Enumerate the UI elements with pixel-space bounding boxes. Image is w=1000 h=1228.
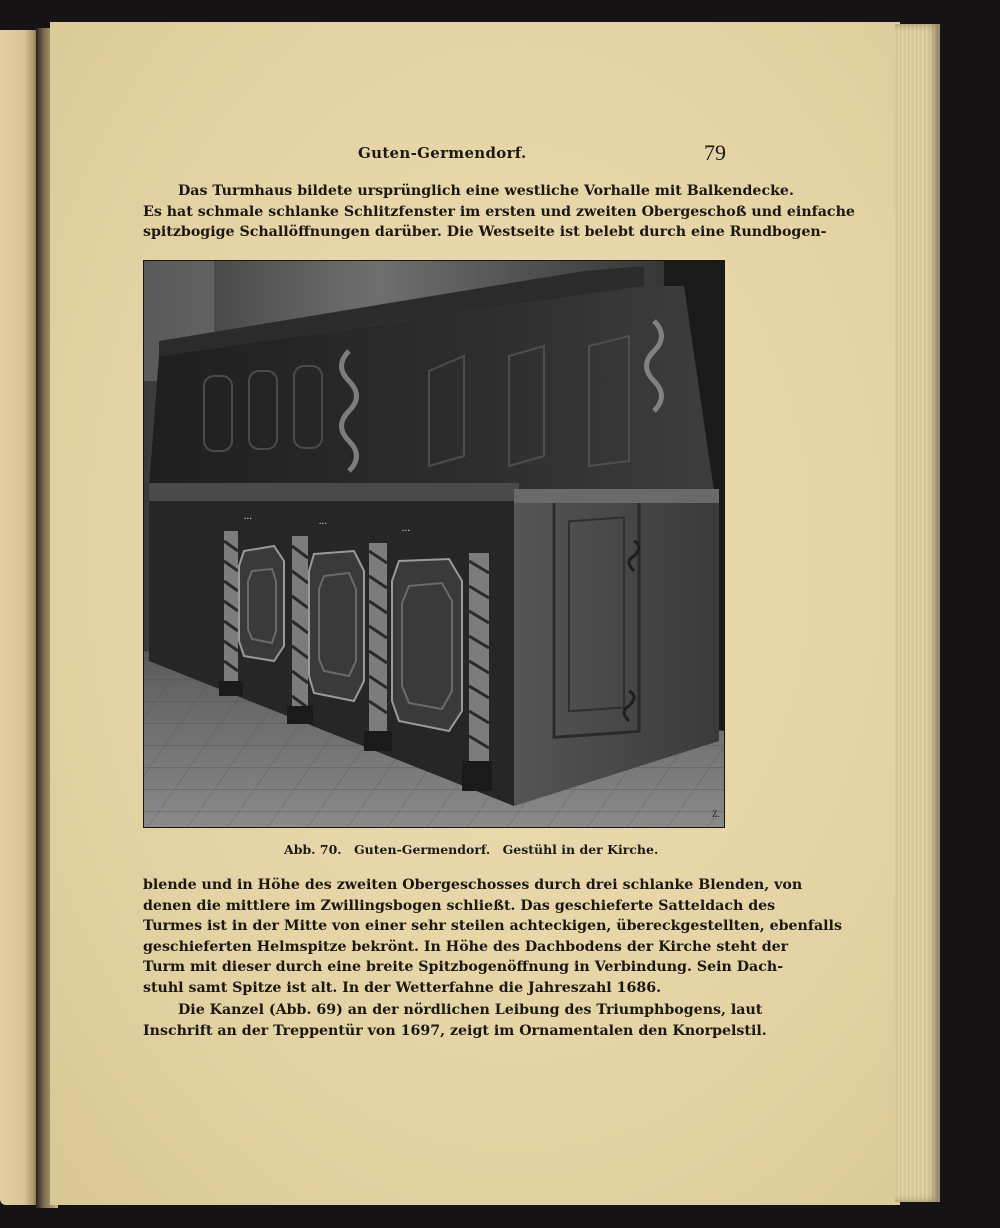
caption-label: Abb. 70.	[284, 842, 342, 857]
paragraph-top	[143, 181, 855, 243]
bench-inscription: ...	[319, 515, 328, 527]
figure-caption	[284, 842, 666, 857]
text-line: Turm mit dieser durch eine breite Spitzbogenöffnung in Verbindung. Sein Dach-	[143, 959, 784, 975]
text-line: Die Kanzel (Abb. 69) an der nördlichen Leibung des Triumphbogens, laut	[178, 1002, 763, 1018]
church-pew-photograph	[143, 260, 725, 828]
paragraph-bottom	[143, 875, 842, 998]
text-line: Es hat schmale schlanke Schlitzfenster im ersten und zweiten Obergeschoß und einfache	[143, 203, 855, 220]
text-line: denen die mittlere im Zwillingsbogen schließt. Das geschieferte Satteldach des	[143, 897, 776, 914]
left-page-edge	[0, 30, 40, 1205]
photographer-mark: Z.	[712, 809, 720, 819]
page-number: 79	[704, 140, 726, 165]
bench-inscription: ...	[244, 510, 253, 522]
text-line: spitzbogige Schallöffnungen darüber. Die Westseite ist belebt durch eine Rundbogen-	[143, 224, 827, 240]
running-title: Guten-Germendorf.	[358, 144, 527, 162]
text-line: geschieferten Helmspitze bekrönt. In Höhe des Dachbodens der Kirche steht der	[143, 938, 789, 955]
caption-text: Gestühl in der Kirche.	[502, 842, 659, 857]
page-stack-edge	[895, 24, 940, 1202]
text-line: Das Turmhaus bildete ursprünglich eine westliche Vorhalle mit Balkendecke.	[178, 183, 794, 199]
bench-inscription: ...	[402, 522, 411, 534]
text-line: blende und in Höhe des zweiten Obergeschosses durch drei schlanke Blenden, von	[143, 877, 803, 893]
caption-place: Guten-Germendorf.	[354, 842, 491, 857]
text-line: stuhl samt Spitze ist alt. In der Wetterfahne die Jahreszahl 1686.	[143, 979, 662, 996]
text-line: Turmes ist in der Mitte von einer sehr steilen achteckigen, übereckgestellten, ebenfalls	[143, 918, 842, 934]
text-line: Inschrift an der Treppentür von 1697, zeigt im Ornamentalen den Knorpelstil.	[143, 1022, 767, 1039]
paragraph-kanzel	[143, 1000, 767, 1041]
